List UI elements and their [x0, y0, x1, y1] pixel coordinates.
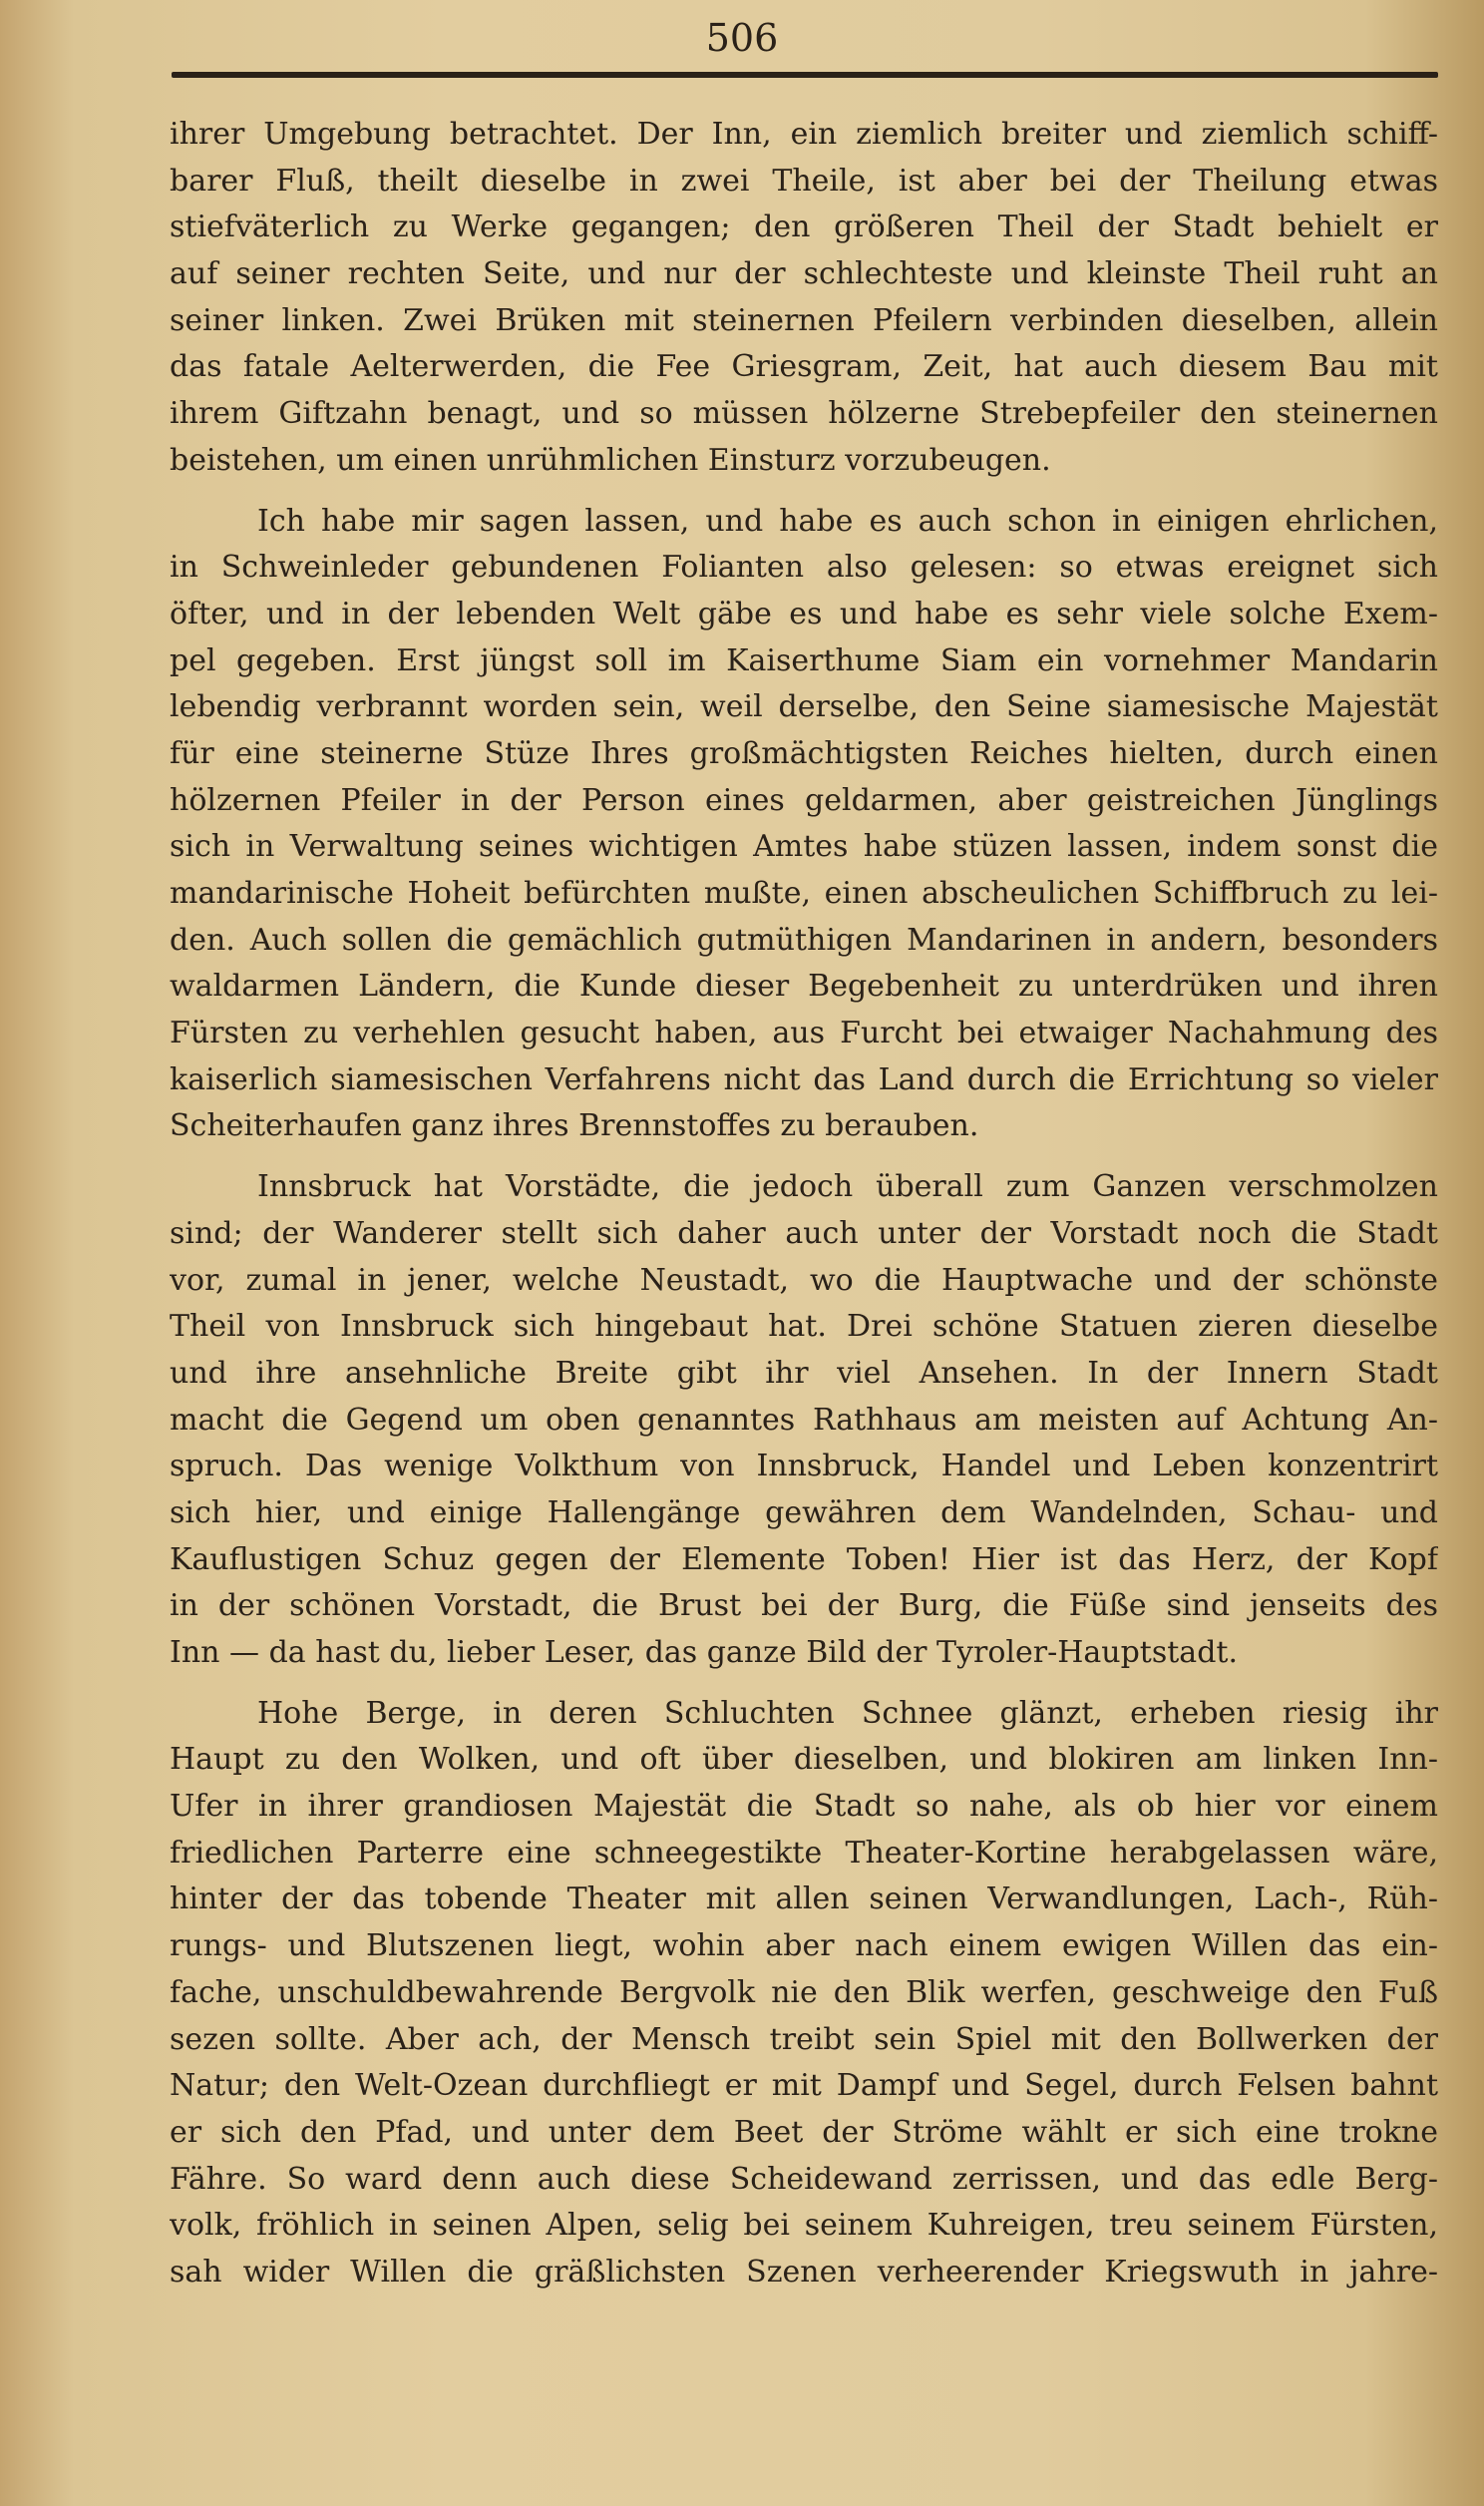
text-line: friedlichen Parterre eine schneegestikte Theater-Kortine herabgelassen wäre, — [170, 1835, 1438, 1871]
text-line: das fatale Aelterwerden, die Fee Griesgram, Zeit, hat auch diesem Bau mit — [170, 349, 1438, 385]
text-line: kaiserlich siamesischen Verfahrens nicht das Land durch die Errichtung so vieler — [170, 1061, 1438, 1097]
body-text — [170, 112, 1438, 2297]
text-line: Hohe Berge, in deren Schluchten Schnee glänzt, erheben riesig ihr — [257, 1695, 1438, 1731]
text-line: sah wider Willen die gräßlichsten Szenen verheerender Kriegswuth in jahre- — [170, 2254, 1438, 2290]
header-rule — [172, 72, 1438, 78]
text-line: macht die Gegend um oben genanntes Rathhaus am meisten auf Achtung An- — [170, 1402, 1438, 1438]
text-line: ihrem Giftzahn benagt, und so müssen hölzerne Strebepfeiler den steinernen — [170, 396, 1438, 432]
paragraph-4 — [170, 1691, 1438, 2297]
text-line: volk, fröhlich in seinen Alpen, selig bei seinem Kuhreigen, treu seinem Fürsten, — [170, 2208, 1438, 2244]
text-line: fache, unschuldbewahrende Bergvolk nie den Blik werfen, geschweige den Fuß — [170, 1974, 1438, 2010]
text-line: beistehen, um einen unrühmlichen Einsturz vorzubeugen. — [170, 442, 1051, 478]
text-line: spruch. Das wenige Volkthum von Innsbruck, Handel und Leben konzentrirt — [170, 1449, 1438, 1484]
text-line: rungs- und Blutszenen liegt, wohin aber nach einem ewigen Willen das ein- — [170, 1928, 1438, 1964]
text-line: Natur; den Welt-Ozean durchfliegt er mit Dampf und Segel, durch Felsen bahnt — [170, 2068, 1438, 2104]
text-line: hinter der das tobende Theater mit allen seinen Verwandlungen, Lach-, Rüh- — [170, 1881, 1438, 1917]
text-line: sich in Verwaltung seines wichtigen Amtes habe stüzen lassen, indem sonst die — [170, 829, 1438, 865]
paragraph-gap — [170, 1150, 1438, 1164]
text-line: stiefväterlich zu Werke gegangen; den größeren Theil der Stadt behielt er — [170, 209, 1438, 245]
text-line: Haupt zu den Wolken, und oft über dieselben, und blokiren am linken Inn- — [170, 1742, 1438, 1778]
text-line: er sich den Pfad, und unter dem Beet der Ströme wählt er sich eine trokne — [170, 2114, 1438, 2150]
text-line: lebendig verbrannt worden sein, weil derselbe, den Seine siamesische Majestät — [170, 689, 1438, 725]
text-line: und ihre ansehnliche Breite gibt ihr viel Ansehen. In der Innern Stadt — [170, 1355, 1438, 1391]
page-number: 506 — [705, 16, 779, 60]
text-line: Ich habe mir sagen lassen, und habe es auch schon in einigen ehrlichen, — [257, 503, 1438, 539]
text-line: vor, zumal in jener, welche Neustadt, wo die Hauptwache und der schönste — [170, 1262, 1438, 1298]
text-line: Innsbruck hat Vorstädte, die jedoch überall zum Ganzen verschmolzen — [257, 1169, 1438, 1205]
text-line: ihrer Umgebung betrachtet. Der Inn, ein ziemlich breiter und ziemlich schiff- — [170, 117, 1438, 152]
text-line: hölzernen Pfeiler in der Person eines geldarmen, aber geistreichen Jünglings — [170, 782, 1438, 818]
text-line: öfter, und in der lebenden Welt gäbe es und habe es sehr viele solche Exem- — [170, 596, 1438, 631]
text-line: in Schweinleder gebundenen Folianten also gelesen: so etwas ereignet sich — [170, 550, 1438, 586]
text-line: sind; der Wanderer stellt sich daher auch unter der Vorstadt noch die Stadt — [170, 1215, 1438, 1251]
paragraph-1 — [170, 112, 1438, 485]
text-line: sich hier, und einige Hallengänge gewähren dem Wandelnden, Schau- und — [170, 1494, 1438, 1530]
text-line: waldarmen Ländern, die Kunde dieser Begebenheit zu unterdrüken und ihren — [170, 969, 1438, 1005]
text-line: in der schönen Vorstadt, die Brust bei der Burg, die Füße sind jenseits des — [170, 1588, 1438, 1624]
text-line: mandarinische Hoheit befürchten mußte, einen abscheulichen Schiffbruch zu lei- — [170, 876, 1438, 911]
text-line: Ufer in ihrer grandiosen Majestät die Stadt so nahe, als ob hier vor einem — [170, 1789, 1438, 1825]
text-line: den. Auch sollen die gemächlich gutmüthigen Mandarinen in andern, besonders — [170, 922, 1438, 958]
text-line: Scheiterhaufen ganz ihres Brennstoffes zu berauben. — [170, 1108, 979, 1144]
text-line: Inn — da hast du, lieber Leser, das ganze Bild der Tyroler-Hauptstadt. — [170, 1635, 1238, 1670]
paragraph-2 — [170, 499, 1438, 1151]
paragraph-gap — [170, 1677, 1438, 1691]
text-line: seiner linken. Zwei Brüken mit steinernen Pfeilern verbinden dieselben, allein — [170, 302, 1438, 338]
text-line: Fürsten zu verhehlen gesucht haben, aus Furcht bei etwaiger Nachahmung des — [170, 1016, 1438, 1051]
text-line: barer Fluß, theilt dieselbe in zwei Theile, ist aber bei der Theilung etwas — [170, 163, 1438, 199]
paragraph-gap — [170, 485, 1438, 499]
text-line: für eine steinerne Stüze Ihres großmächtigsten Reiches hielten, durch einen — [170, 735, 1438, 771]
text-line: auf seiner rechten Seite, und nur der schlechteste und kleinste Theil ruht an — [170, 256, 1438, 292]
text-line: sezen sollte. Aber ach, der Mensch treibt sein Spiel mit den Bollwerken der — [170, 2021, 1438, 2057]
paragraph-3 — [170, 1164, 1438, 1677]
text-line: pel gegeben. Erst jüngst soll im Kaiserthume Siam ein vornehmer Mandarin — [170, 642, 1438, 678]
text-line: Theil von Innsbruck sich hingebaut hat. Drei schöne Statuen zieren dieselbe — [170, 1309, 1438, 1345]
text-line: Kauflustigen Schuz gegen der Elemente Toben! Hier ist das Herz, der Kopf — [170, 1541, 1438, 1577]
text-line: Fähre. So ward denn auch diese Scheidewand zerrissen, und das edle Berg- — [170, 2161, 1438, 2197]
